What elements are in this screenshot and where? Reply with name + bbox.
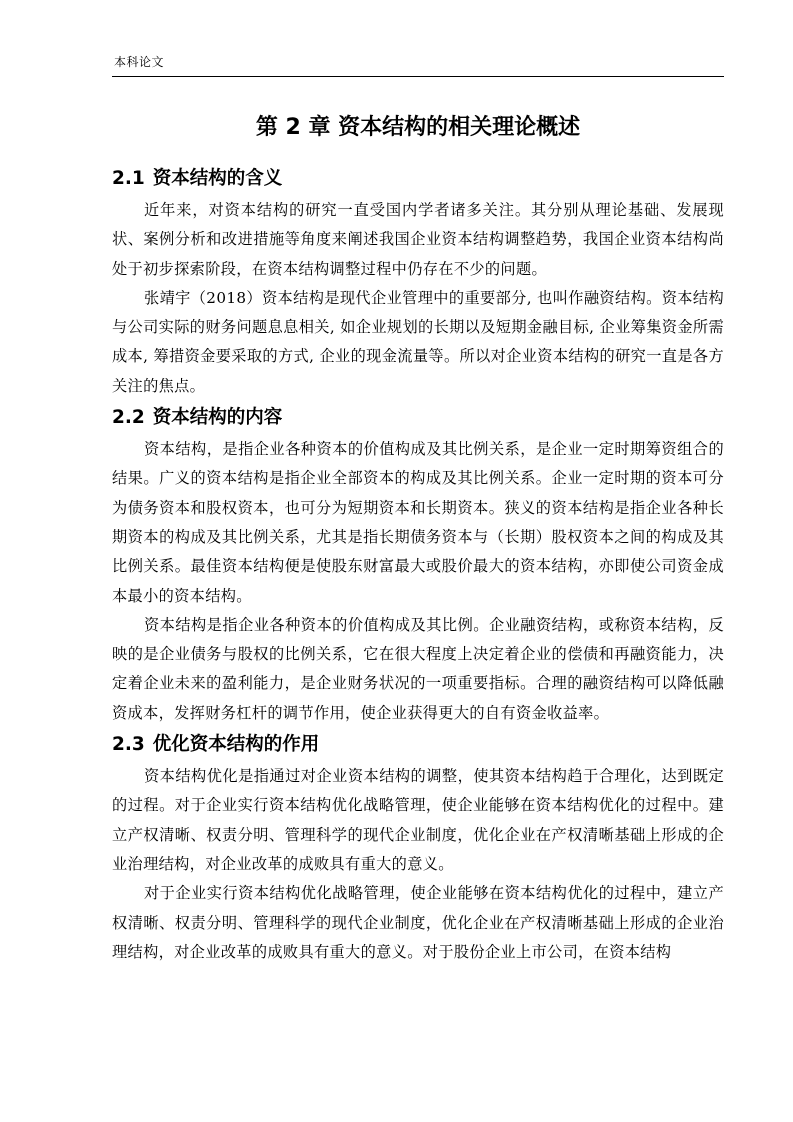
section-title: 资本结构的含义 [152,168,283,189]
header-rule [112,76,724,77]
section-title: 资本结构的内容 [152,407,283,429]
section-2-1 [112,162,724,401]
paragraph: 资本结构，是指企业各种资本的价值构成及其比例关系，是企业一定时期筹资组合的结果。广义的资本结构是指企业全部资本的构成及其比例关系。企业一定时期的资本可分为债务资本和股权资本，也可分为短期资本和长期资本。狭义的资本结构是指企业各种长期资本的构成及其比例关系，尤其是指长期债务资本与（长期）股权资本之间的构成及其比例关系。最佳资本结构便是使股东财富最大或股价最大的资本结构，亦即使公司资金成本最小的资本结构。 [112,440,724,605]
running-header: 本科论文 [114,55,165,69]
section-number: 2.2 [112,407,145,429]
section-heading [112,728,724,762]
section-number: 2.1 [112,168,145,189]
section-heading [112,401,724,435]
section-2-2 [112,401,724,728]
paragraph: 近年来，对资本结构的研究一直受国内学者诸多关注。其分别从理论基础、发展现状、案例分析和改进措施等角度来阐述我国企业资本结构调整趋势，我国企业资本结构尚处于初步探索阶段，在资本结构调整过程中仍存在不少的问题。 [112,201,724,278]
section-number: 2.3 [112,734,145,756]
paragraph: 张靖宇（2018）资本结构是现代企业管理中的重要部分, 也叫作融资结构。资本结构与公司实际的财务问题息息相关, 如企业规划的长期以及短期金融目标, 企业筹集资金所需成本, 筹措资金要采取的方式, 企业的现金流量等。所以对企业资本结构的研究一直是各方关注的焦点。 [112,288,724,395]
body-content [112,162,724,967]
section-title: 优化资本结构的作用 [152,734,320,756]
paragraph: 对于企业实行资本结构优化战略管理，使企业能够在资本结构优化的过程中，建立产权清晰、权责分明、管理科学的现代企业制度，优化企业在产权清晰基础上形成的企业治理结构，对企业改革的成败具有重大的意义。对于股份企业上市公司，在资本结构 [112,884,724,961]
section-heading [112,162,724,196]
section-2-3 [112,728,724,967]
paragraph: 资本结构是指企业各种资本的价值构成及其比例。企业融资结构，或称资本结构，反映的是企业债务与股权的比例关系，它在很大程度上决定着企业的偿债和再融资能力，决定着企业未来的盈利能力，是企业财务状况的一项重要指标。合理的融资结构可以降低融资成本，发挥财务杠杆的调节作用，使企业获得更大的自有资金收益率。 [112,615,724,722]
paragraph: 资本结构优化是指通过对企业资本结构的调整，使其资本结构趋于合理化，达到既定的过程。对于企业实行资本结构优化战略管理，使企业能够在资本结构优化的过程中。建立产权清晰、权责分明、管理科学的现代企业制度，优化企业在产权清晰基础上形成的企业治理结构，对企业改革的成败具有重大的意义。 [112,767,724,873]
chapter-title: 第 2 章 资本结构的相关理论概述 [255,115,581,140]
